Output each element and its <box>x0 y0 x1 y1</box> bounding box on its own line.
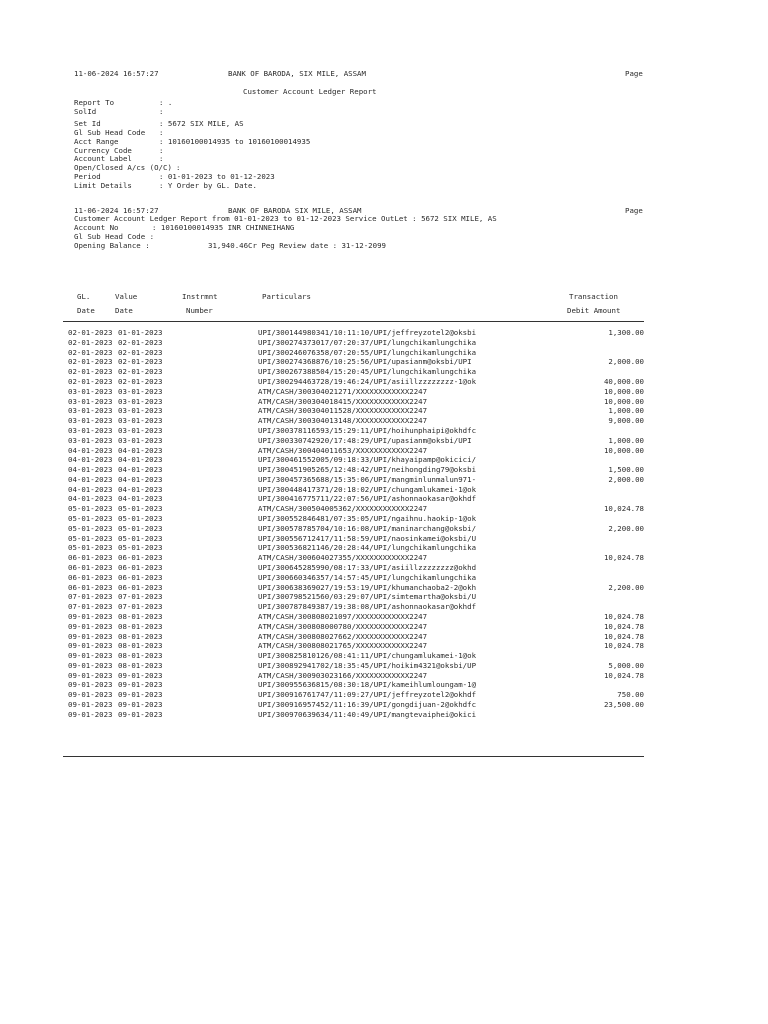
particulars-cell: UPI/300267388504/15:20:45/UPI/lungchikamlungchika <box>258 367 477 377</box>
value-date-cell: 03-01-2023 <box>118 406 163 416</box>
particulars-cell: UPI/300892941702/18:35:45/UPI/hoikim4321@oksbi/UP <box>258 660 477 670</box>
debit-amount-cell: 5,000.00 <box>608 660 644 670</box>
particulars-cell: ATM/CASH/300808021097/XXXXXXXXXXXX2247 <box>258 611 428 621</box>
col-value-date-2: Date <box>115 306 133 315</box>
value-date-cell: 04-01-2023 <box>118 494 163 504</box>
debit-amount-cell: 10,024.78 <box>603 621 644 631</box>
particulars-cell: UPI/300660346357/14:57:45/UPI/lungchikamlungchika <box>258 572 477 582</box>
gl-date-cell: 05-01-2023 <box>68 504 113 514</box>
debit-amount-cell: 1,500.00 <box>608 465 644 475</box>
param-label: Acct Range <box>74 137 119 146</box>
value-date-cell: 09-01-2023 <box>118 709 163 719</box>
value-date-cell: 05-01-2023 <box>118 504 163 514</box>
particulars-cell: UPI/300461552005/09:18:33/UPI/khayaipamp@okicici/ <box>258 455 477 465</box>
value-date-cell: 03-01-2023 <box>118 425 163 435</box>
particulars-cell: ATM/CASH/300304011528/XXXXXXXXXXXX2247 <box>258 406 428 416</box>
debit-amount-cell: 2,000.00 <box>608 357 644 367</box>
particulars-cell: ATM/CASH/300304018415/XXXXXXXXXXXX2247 <box>258 396 428 406</box>
gl-date-cell: 06-01-2023 <box>68 572 113 582</box>
particulars-cell: ATM/CASH/300504005362/XXXXXXXXXXXX2247 <box>258 504 428 514</box>
gl-date-cell: 06-01-2023 <box>68 553 113 563</box>
ledger-report-line: Customer Account Ledger Report from 01-01-2023 to 01-12-2023 Service OutLet : 5672 SIX MILE, AS <box>74 214 497 223</box>
page-label: Page <box>625 69 643 78</box>
particulars-cell: UPI/300416775711/22:07:56/UPI/ashonnaokasar@okhdf <box>258 494 477 504</box>
param-value: : <box>159 146 164 155</box>
particulars-cell: UPI/300578785704/10:16:08/UPI/maninarchang@oksbi/ <box>258 523 477 533</box>
debit-amount-cell: 2,200.00 <box>608 523 644 533</box>
gl-date-cell: 02-01-2023 <box>68 347 113 357</box>
ledger-timestamp: 11-06-2024 16:57:27 <box>74 206 159 215</box>
gl-date-cell: 07-01-2023 <box>68 602 113 612</box>
particulars-cell: UPI/300916761747/11:09:27/UPI/jeffreyzotel2@okhdf <box>258 690 477 700</box>
particulars-cell: UPI/300457365688/15:35:06/UPI/mangminlunmalun971- <box>258 474 477 484</box>
param-label: Limit Details <box>74 181 132 190</box>
param-value: : <box>176 163 181 172</box>
debit-amount-cell: 23,500.00 <box>603 700 644 709</box>
gl-date-cell: 02-01-2023 <box>68 328 113 337</box>
gl-date-cell: 04-01-2023 <box>68 484 113 494</box>
param-label: Gl Sub Head Code <box>74 128 146 137</box>
particulars-cell: ATM/CASH/300808000780/XXXXXXXXXXXX2247 <box>258 621 428 631</box>
value-date-cell: 06-01-2023 <box>118 553 163 563</box>
value-date-cell: 06-01-2023 <box>118 563 163 572</box>
value-date-cell: 09-01-2023 <box>118 680 163 690</box>
particulars-cell: UPI/300787849387/19:38:08/UPI/ashonnaokasar@okhdf <box>258 602 477 612</box>
particulars-cell: UPI/300330742920/17:48:29/UPI/upasianm@oksbi/UPI <box>258 435 472 445</box>
value-date-cell: 01-01-2023 <box>118 328 163 337</box>
param-value: : <box>159 128 164 137</box>
value-date-cell: 05-01-2023 <box>118 543 163 553</box>
param-label: Account Label <box>74 154 132 163</box>
gl-date-cell: 09-01-2023 <box>68 641 113 651</box>
particulars-cell: UPI/300916957452/11:16:39/UPI/gongdijuan-2@okhdfc <box>258 700 477 709</box>
gl-sub-head: Gl Sub Head Code : <box>74 232 155 241</box>
gl-date-cell: 03-01-2023 <box>68 435 113 445</box>
value-date-cell: 03-01-2023 <box>118 435 163 445</box>
particulars-cell: ATM/CASH/300604027355/XXXXXXXXXXXX2247 <box>258 553 428 563</box>
debit-amount-cell: 10,000.00 <box>603 396 644 406</box>
value-date-cell: 08-01-2023 <box>118 621 163 631</box>
value-date-cell: 03-01-2023 <box>118 386 163 396</box>
value-date-cell: 07-01-2023 <box>118 602 163 612</box>
value-date-cell: 04-01-2023 <box>118 474 163 484</box>
table-top-rule <box>63 321 644 322</box>
col-particulars: Particulars <box>262 292 311 301</box>
param-label: Period <box>74 172 101 181</box>
debit-amount-cell: 9,000.00 <box>608 416 644 426</box>
particulars-cell: UPI/300246076358/07:20:55/UPI/lungchikamlungchika <box>258 347 477 357</box>
gl-date-cell: 02-01-2023 <box>68 376 113 386</box>
value-date-cell: 08-01-2023 <box>118 631 163 641</box>
particulars-cell: UPI/300448417371/20:18:02/UPI/chungamlukamei-1@ok <box>258 484 477 494</box>
particulars-cell: ATM/CASH/300808027662/XXXXXXXXXXXX2247 <box>258 631 428 641</box>
value-date-cell: 03-01-2023 <box>118 416 163 426</box>
debit-amount-cell: 10,024.78 <box>603 631 644 641</box>
debit-amount-cell: 10,024.78 <box>603 504 644 514</box>
gl-date-cell: 02-01-2023 <box>68 367 113 377</box>
gl-date-cell: 09-01-2023 <box>68 651 113 661</box>
particulars-cell: UPI/300955636815/08:30:18/UPI/kameihlumloungam-1@ <box>258 680 477 690</box>
gl-date-cell: 03-01-2023 <box>68 396 113 406</box>
ledger-bank-name: BANK OF BARODA SIX MILE, ASSAM <box>228 206 362 215</box>
gl-date-cell: 09-01-2023 <box>68 660 113 670</box>
value-date-cell: 04-01-2023 <box>118 484 163 494</box>
gl-date-cell: 04-01-2023 <box>68 465 113 475</box>
particulars-cell: ATM/CASH/300304013148/XXXXXXXXXXXX2247 <box>258 416 428 426</box>
param-value: : <box>159 154 164 163</box>
value-date-cell: 02-01-2023 <box>118 367 163 377</box>
value-date-cell: 08-01-2023 <box>118 660 163 670</box>
value-date-cell: 02-01-2023 <box>118 357 163 367</box>
value-date-cell: 03-01-2023 <box>118 396 163 406</box>
gl-date-cell: 06-01-2023 <box>68 563 113 572</box>
report-timestamp: 11-06-2024 16:57:27 <box>74 69 159 78</box>
gl-date-cell: 05-01-2023 <box>68 533 113 543</box>
col-gl-date: GL. <box>77 292 91 301</box>
particulars-cell: UPI/300556712417/11:58:59/UPI/naosinkamei@oksbi/U <box>258 533 477 543</box>
particulars-cell: UPI/300638369027/19:53:19/UPI/khumanchaoba2-2@okh <box>258 582 477 592</box>
particulars-cell: UPI/300294463728/19:46:24/UPI/asiillzzzzzzzz-1@ok <box>258 376 477 386</box>
value-date-cell: 05-01-2023 <box>118 523 163 533</box>
particulars-cell: UPI/300970639634/11:40:49/UPI/mangtevaiphei@okici <box>258 709 477 719</box>
gl-date-cell: 03-01-2023 <box>68 386 113 396</box>
value-date-cell: 04-01-2023 <box>118 465 163 475</box>
col-debit-amount: Debit Amount <box>567 306 621 315</box>
debit-amount-cell: 10,024.78 <box>603 641 644 651</box>
col-gl-date-2: Date <box>77 306 95 315</box>
debit-amount-cell: 750.00 <box>617 690 644 700</box>
particulars-cell: UPI/300451905265/12:48:42/UPI/neihongding79@oksbi <box>258 465 477 475</box>
gl-date-cell: 02-01-2023 <box>68 337 113 347</box>
debit-amount-cell: 10,024.78 <box>603 670 644 680</box>
gl-date-cell: 03-01-2023 <box>68 425 113 435</box>
account-no-value: : 10160100014935 INR CHINNEIHANG <box>152 223 295 232</box>
gl-date-cell: 04-01-2023 <box>68 474 113 484</box>
value-date-cell: 08-01-2023 <box>118 651 163 661</box>
debit-amount-cell: 2,200.00 <box>608 582 644 592</box>
param-label: Currency Code <box>74 146 132 155</box>
debit-amount-cell: 1,000.00 <box>608 435 644 445</box>
gl-date-cell: 09-01-2023 <box>68 709 113 719</box>
value-date-cell: 06-01-2023 <box>118 582 163 592</box>
gl-date-cell: 09-01-2023 <box>68 631 113 641</box>
param-label: Set Id <box>74 119 101 128</box>
debit-amount-cell: 10,024.78 <box>603 611 644 621</box>
particulars-cell: UPI/300798521560/03:29:07/UPI/simtemartha@oksbi/U <box>258 592 477 602</box>
particulars-cell: UPI/300144980341/10:11:10/UPI/jeffreyzotel2@oksbi <box>258 328 477 337</box>
gl-date-cell: 09-01-2023 <box>68 680 113 690</box>
param-value: : Y Order by GL. Date. <box>159 181 257 190</box>
table-bottom-rule <box>63 756 644 757</box>
opening-balance-value: 31,940.46Cr Peg Review date : 31-12-2099 <box>208 241 386 250</box>
gl-date-cell: 09-01-2023 <box>68 690 113 700</box>
particulars-cell: UPI/300825810126/08:41:11/UPI/chungamlukamei-1@ok <box>258 651 477 661</box>
bank-name: BANK OF BARODA, SIX MILE, ASSAM <box>228 69 366 78</box>
gl-date-cell: 06-01-2023 <box>68 582 113 592</box>
gl-date-cell: 02-01-2023 <box>68 357 113 367</box>
value-date-cell: 09-01-2023 <box>118 670 163 680</box>
value-date-cell: 02-01-2023 <box>118 376 163 386</box>
param-value: : <box>159 107 164 116</box>
value-date-cell: 05-01-2023 <box>118 533 163 543</box>
value-date-cell: 08-01-2023 <box>118 611 163 621</box>
debit-amount-cell: 1,000.00 <box>608 406 644 416</box>
gl-date-cell: 04-01-2023 <box>68 494 113 504</box>
particulars-cell: UPI/300645285990/08:17:33/UPI/asiillzzzzzzzz@okhd <box>258 563 477 572</box>
gl-date-cell: 05-01-2023 <box>68 523 113 533</box>
particulars-cell: ATM/CASH/300808021765/XXXXXXXXXXXX2247 <box>258 641 428 651</box>
gl-date-cell: 09-01-2023 <box>68 621 113 631</box>
particulars-cell: UPI/300552846481/07:35:05/UPI/ngaihnu.haokip-1@ok <box>258 514 477 523</box>
value-date-cell: 02-01-2023 <box>118 347 163 357</box>
gl-date-cell: 09-01-2023 <box>68 611 113 621</box>
gl-date-cell: 05-01-2023 <box>68 543 113 553</box>
param-label: Report To <box>74 98 115 107</box>
param-value: : 01-01-2023 to 01-12-2023 <box>159 172 275 181</box>
value-date-cell: 09-01-2023 <box>118 700 163 709</box>
gl-date-cell: 09-01-2023 <box>68 700 113 709</box>
param-value: : . <box>159 98 173 107</box>
gl-date-cell: 05-01-2023 <box>68 514 113 523</box>
debit-amount-cell: 2,000.00 <box>608 474 644 484</box>
particulars-cell: ATM/CASH/300404011653/XXXXXXXXXXXX2247 <box>258 445 428 455</box>
gl-date-cell: 09-01-2023 <box>68 670 113 680</box>
value-date-cell: 02-01-2023 <box>118 337 163 347</box>
param-value: : 10160100014935 to 10160100014935 <box>159 137 311 146</box>
col-instrument-2: Number <box>186 306 213 315</box>
account-no-label: Account No <box>74 223 119 232</box>
value-date-cell: 08-01-2023 <box>118 641 163 651</box>
col-instrument: Instrmnt <box>182 292 218 301</box>
gl-date-cell: 03-01-2023 <box>68 416 113 426</box>
particulars-cell: UPI/300274373017/07:20:37/UPI/lungchikamlungchika <box>258 337 477 347</box>
debit-amount-cell: 1,300.00 <box>608 328 644 337</box>
param-label: Open/Closed A/cs (O/C) <box>74 163 172 172</box>
gl-date-cell: 07-01-2023 <box>68 592 113 602</box>
gl-date-cell: 04-01-2023 <box>68 445 113 455</box>
debit-amount-cell: 10,024.78 <box>603 553 644 563</box>
value-date-cell: 05-01-2023 <box>118 514 163 523</box>
col-transaction: Transaction <box>569 292 618 301</box>
ledger-page-label: Page <box>625 206 643 215</box>
col-value-date: Value <box>115 292 138 301</box>
param-label: SolId <box>74 107 97 116</box>
value-date-cell: 09-01-2023 <box>118 690 163 700</box>
debit-amount-cell: 40,000.00 <box>603 376 644 386</box>
particulars-cell: UPI/300274368876/10:25:56/UPI/upasianm@oksbi/UPI <box>258 357 472 367</box>
value-date-cell: 06-01-2023 <box>118 572 163 582</box>
particulars-cell: UPI/300378116593/15:29:11/UPI/hoihunphaipi@okhdfc <box>258 425 477 435</box>
particulars-cell: ATM/CASH/300903023166/XXXXXXXXXXXX2247 <box>258 670 428 680</box>
particulars-cell: UPI/300536821146/20:28:44/UPI/lungchikamlungchika <box>258 543 477 553</box>
debit-amount-cell: 10,000.00 <box>603 445 644 455</box>
opening-balance-label: Opening Balance : <box>74 241 150 250</box>
param-value: : 5672 SIX MILE, AS <box>159 119 244 128</box>
gl-date-cell: 04-01-2023 <box>68 455 113 465</box>
particulars-cell: ATM/CASH/300304021271/XXXXXXXXXXXX2247 <box>258 386 428 396</box>
debit-amount-cell: 10,000.00 <box>603 386 644 396</box>
value-date-cell: 04-01-2023 <box>118 455 163 465</box>
value-date-cell: 07-01-2023 <box>118 592 163 602</box>
gl-date-cell: 03-01-2023 <box>68 406 113 416</box>
value-date-cell: 04-01-2023 <box>118 445 163 455</box>
report-title: Customer Account Ledger Report <box>243 87 377 96</box>
